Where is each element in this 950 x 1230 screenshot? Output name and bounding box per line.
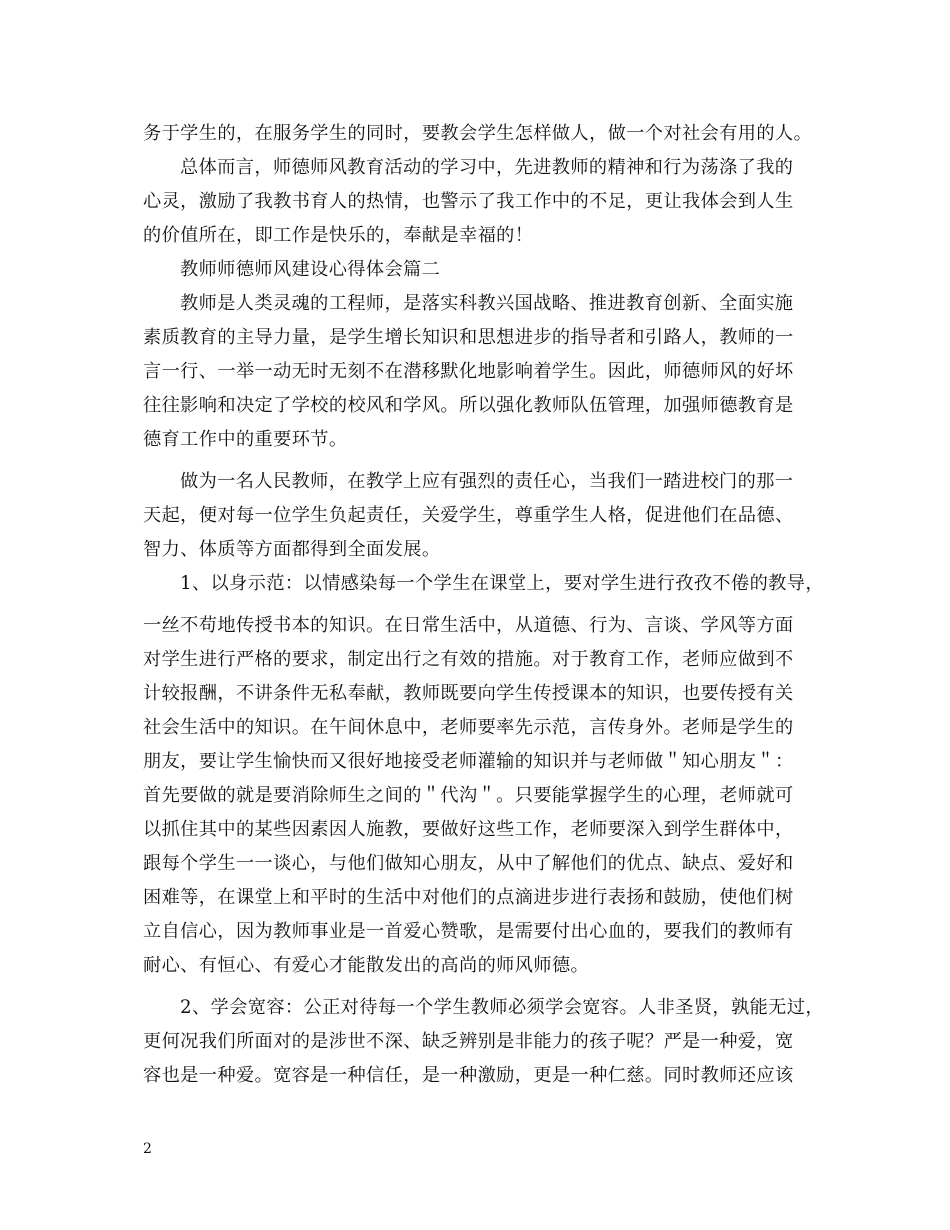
text-line: 天起，便对每一位学生负起责任，关爱学生，尊重学生人格，促进他们在品德、 xyxy=(143,505,794,526)
text-line: 言一行、一举一动无时无刻不在潜移默化地影响着学生。因此，师德师风的好坏 xyxy=(143,361,794,382)
paragraph-start-line: 教师是人类灵魂的工程师，是落实科教兴国战略、推进教育创新、全面实施 xyxy=(180,293,794,314)
text-line: 务于学生的，在服务学生的同时，要教会学生怎样做人，做一个对社会有用的人。 xyxy=(143,123,813,144)
text-line: 容也是一种爱。宽容是一种信任，是一种激励，更是一种仁慈。同时教师还应该 xyxy=(143,1065,794,1086)
text-line: 社会生活中的知识。在午间休息中，老师要率先示范，言传身外。老师是学生的 xyxy=(143,717,794,738)
text-line: 以抓住其中的某些因素因人施教，要做好这些工作，老师要深入到学生群体中， xyxy=(143,819,794,840)
paragraph-start-line: 总体而言，师德师风教育活动的学习中，先进教师的精神和行为荡涤了我的 xyxy=(180,157,794,178)
text-line: 跟每个学生一一谈心，与他们做知心朋友，从中了解他们的优点、缺点、爱好和 xyxy=(143,853,794,874)
text-line: 首先要做的就是要消除师生之间的＂代沟＂。只要能掌握学生的心理，老师就可 xyxy=(143,785,794,806)
text-line: 更何况我们所面对的是涉世不深、缺乏辨别是非能力的孩子呢？严是一种爱，宽 xyxy=(143,1031,794,1052)
text-line: 朋友，要让学生愉快而又很好地接受老师灌输的知识并与老师做＂知心朋友＂： xyxy=(143,751,794,772)
paragraph-start-line: 做为一名人民教师，在教学上应有强烈的责任心，当我们一踏进校门的那一 xyxy=(180,471,794,492)
page-number: 2 xyxy=(143,1141,152,1157)
paragraph-start-line: 1、以身示范：以情感染每一个学生在课堂上，要对学生进行孜孜不倦的教导， xyxy=(180,573,824,594)
text-line: 心灵，激励了我教书育人的热情，也警示了我工作中的不足，更让我体会到人生 xyxy=(143,191,794,212)
text-line: 智力、体质等方面都得到全面发展。 xyxy=(143,539,441,560)
section-heading: 教师师德师风建设心得体会篇二 xyxy=(180,259,441,280)
text-line: 一丝不苟地传授书本的知识。在日常生活中，从道德、行为、言谈、学风等方面 xyxy=(143,615,794,636)
text-line: 立自信心，因为教师事业是一首爱心赞歌，是需要付出心血的，要我们的教师有 xyxy=(143,921,794,942)
text-line: 素质教育的主导力量，是学生增长知识和思想进步的指导者和引路人，教师的一 xyxy=(143,327,794,348)
text-line: 计较报酬，不讲条件无私奉献，教师既要向学生传授课本的知识，也要传授有关 xyxy=(143,683,794,704)
text-line: 困难等，在课堂上和平时的生活中对他们的点滴进步进行表扬和鼓励，使他们树 xyxy=(143,887,794,908)
text-line: 的价值所在，即工作是快乐的，奉献是幸福的！ xyxy=(143,225,534,246)
text-line: 往往影响和决定了学校的校风和学风。所以强化教师队伍管理，加强师德教育是 xyxy=(143,395,794,416)
text-line: 耐心、有恒心、有爱心才能散发出的高尚的师风师德。 xyxy=(143,955,590,976)
paragraph-start-line: 2、学会宽容：公正对待每一个学生教师必须学会宽容。人非圣贤，孰能无过， xyxy=(180,997,824,1018)
text-line: 对学生进行严格的要求，制定出行之有效的措施。对于教育工作，老师应做到不 xyxy=(143,649,794,670)
text-line: 德育工作中的重要环节。 xyxy=(143,429,348,450)
